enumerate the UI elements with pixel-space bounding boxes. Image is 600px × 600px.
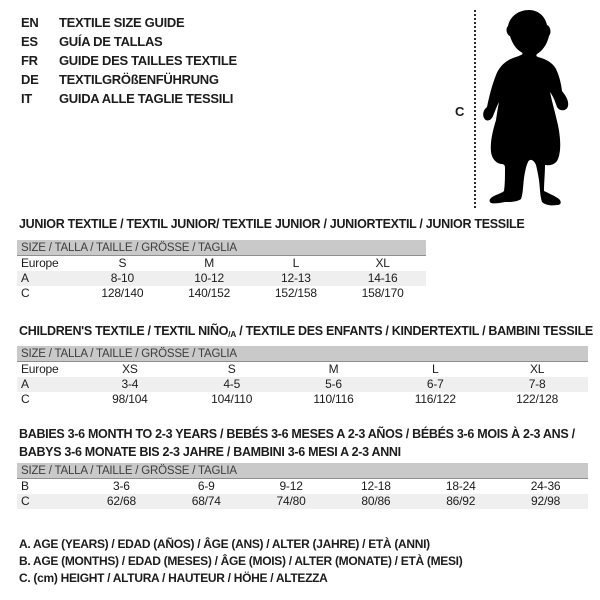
row-label: B	[21, 479, 29, 493]
table-cell: XL	[375, 256, 390, 270]
table-cell: 9-12	[279, 479, 303, 493]
table-cell: 6-7	[426, 377, 444, 391]
row-label: Europe	[21, 362, 59, 376]
table-cell: 68/74	[191, 494, 221, 508]
table-cell: 92/98	[531, 494, 561, 508]
language-title: TEXTILE SIZE GUIDE	[59, 15, 185, 30]
table-cell: 158/170	[361, 286, 404, 300]
legend	[19, 536, 462, 587]
section-title-text: CHILDREN'S TEXTILE / TEXTIL NIÑO	[19, 324, 229, 338]
section-title-children	[19, 322, 593, 343]
table-cell: XL	[529, 362, 545, 376]
language-row	[21, 89, 237, 108]
section-title-line2: BABYS 3-6 MONATE BIS 2-3 JAHRE / BAMBINI 3-6 MESI A 2-3 ANNI	[19, 445, 401, 459]
table-row	[17, 392, 588, 407]
table-row	[17, 362, 588, 377]
language-title: GUIDA ALLE TAGLIE TESSILI	[59, 91, 234, 106]
table-cell: 3-4	[121, 377, 139, 391]
table-cell: 6-9	[197, 479, 215, 493]
table-cell: 80/86	[361, 494, 391, 508]
language-row	[21, 51, 237, 70]
table-cell: XS	[122, 362, 138, 376]
table-cell: 128/140	[101, 286, 144, 300]
table-cell: 12-18	[361, 479, 391, 493]
table-cell: 14-16	[367, 271, 398, 285]
table-cell: 116/122	[414, 392, 456, 406]
table-cell: 8-10	[110, 271, 134, 285]
legend-line-a: A. AGE (YEARS) / EDAD (AÑOS) / ÂGE (ANS) / ALTER (JAHRE) / ETÀ (ANNI)	[19, 537, 430, 551]
language-title: GUÍA DE TALLAS	[59, 34, 163, 49]
section-title-text: / TEXTILE DES ENFANTS / KINDERTEXTIL / BAMBINI TESSILE	[236, 324, 593, 338]
language-code: EN	[21, 15, 39, 30]
table-row	[17, 256, 426, 271]
language-row	[21, 13, 237, 32]
size-table-header: SIZE / TALLA / TAILLE / GRÖSSE / TAGLIA	[17, 240, 426, 256]
table-cell: M	[328, 362, 339, 376]
table-cell: 18-24	[445, 479, 476, 493]
size-table-header: SIZE / TALLA / TAILLE / GRÖSSE / TAGLIA	[17, 346, 588, 362]
figure-height-label: C	[455, 104, 465, 119]
section-title-text: JUNIOR TEXTILE / TEXTIL JUNIOR/ TEXTILE JUNIOR / JUNIORTEXTIL / JUNIOR TESSILE	[19, 217, 525, 231]
baby-silhouette-icon	[483, 8, 571, 208]
row-label: C	[21, 494, 30, 508]
table-cell: 62/68	[106, 494, 136, 508]
table-cell: 122/128	[516, 392, 559, 406]
language-title-list	[21, 13, 237, 108]
babies-size-table	[17, 463, 588, 509]
legend-line-b: B. AGE (MONTHS) / EDAD (MESES) / ÂGE (MOIS) / ALTER (MONATE) / ETÀ (MESI)	[19, 554, 463, 568]
row-label: Europe	[21, 256, 59, 270]
table-cell: 12-13	[281, 271, 311, 285]
row-label: C	[21, 392, 30, 406]
table-cell: L	[292, 256, 300, 270]
language-title: TEXTILGRÖßENFÜHRUNG	[59, 72, 219, 87]
language-code: ES	[21, 34, 38, 49]
table-cell: 3-6	[113, 479, 130, 493]
table-cell: S	[118, 256, 127, 270]
language-code: FR	[21, 53, 38, 68]
table-cell: L	[432, 362, 439, 376]
table-row	[17, 494, 588, 509]
table-rows	[17, 362, 588, 407]
table-cell: 24-36	[530, 479, 561, 493]
table-cell: 74/80	[276, 494, 306, 508]
table-row	[17, 377, 588, 392]
table-row	[17, 479, 588, 494]
size-table-header: SIZE / TALLA / TAILLE / GRÖSSE / TAGLIA	[17, 463, 588, 479]
table-cell: 152/158	[274, 286, 317, 300]
table-cell: 7-8	[528, 377, 546, 391]
junior-size-table	[17, 240, 426, 301]
table-cell: 4-5	[223, 377, 241, 391]
language-code: DE	[21, 72, 39, 87]
language-row	[21, 70, 237, 89]
table-cell: 98/104	[112, 392, 148, 406]
table-cell: S	[227, 362, 236, 376]
table-row	[17, 271, 426, 286]
table-cell: 140/152	[188, 286, 231, 300]
language-row	[21, 32, 237, 51]
table-cell: 10-12	[194, 271, 224, 285]
section-title-subscript: /A	[228, 329, 237, 339]
table-cell: 110/116	[313, 392, 354, 406]
figure-dotted-line	[474, 10, 476, 208]
table-cell: 86/92	[446, 494, 476, 508]
language-code: IT	[21, 91, 32, 106]
language-title: GUIDE DES TAILLES TEXTILE	[59, 53, 237, 68]
section-title-line1: BABIES 3-6 MONTH TO 2-3 YEARS / BEBÉS 3-6 MESES A 2-3 AÑOS / BÉBÉS 3-6 MOIS À 2-3 ANS /	[19, 427, 575, 441]
table-cell: M	[204, 256, 215, 270]
children-size-table	[17, 346, 588, 407]
table-cell: 104/110	[211, 392, 253, 406]
table-rows	[17, 256, 426, 301]
table-row	[17, 286, 426, 301]
table-rows	[17, 479, 588, 509]
section-title-junior	[19, 215, 524, 233]
legend-line-c: C. (cm) HEIGHT / ALTURA / HAUTEUR / HÖHE / ALTEZZA	[19, 571, 328, 585]
row-label: A	[21, 377, 29, 391]
section-title-babies	[19, 425, 575, 461]
row-label: C	[21, 286, 30, 300]
row-label: A	[21, 271, 29, 285]
table-cell: 5-6	[325, 377, 342, 391]
